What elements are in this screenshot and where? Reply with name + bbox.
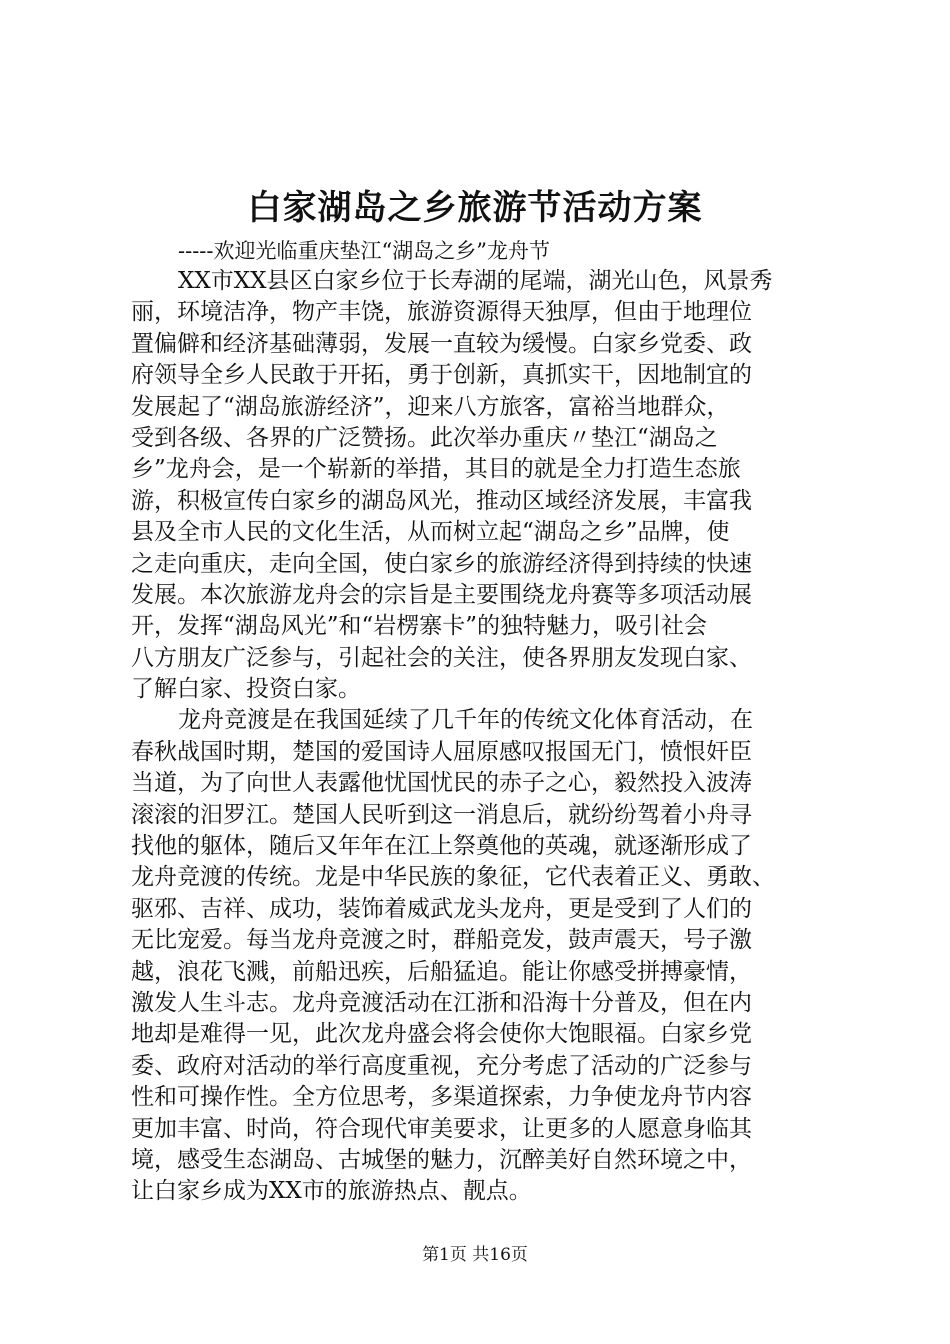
- paragraph-line: 置偏僻和经济基础薄弱，发展一直较为缓慢。白家乡党委、政: [131, 330, 752, 357]
- document-title: 白家湖岛之乡旅游节活动方案: [247, 188, 703, 228]
- paragraph-line: 地却是难得一见，此次龙舟盛会将会使你大饱眼福。白家乡党: [131, 1021, 752, 1048]
- paragraph-line: 无比宠爱。每当龙舟竞渡之时，群船竞发，鼓声震天，号子激: [131, 927, 752, 954]
- paragraph-line: 受到各级、各界的广泛赞扬。此次举办重庆〃垫江“湖岛之: [131, 424, 718, 451]
- document-body: [131, 266, 831, 1208]
- paragraph-line: 更加丰富、时尚，符合现代审美要求，让更多的人愿意身临其: [131, 1115, 752, 1142]
- paragraph-line: 龙舟竞渡是在我国延续了几千年的传统文化体育活动，在: [178, 707, 753, 734]
- paragraph-line: 春秋战国时期，楚国的爱国诗人屈原感叹报国无门，愤恨奸臣: [131, 738, 752, 765]
- paragraph-line: 激发人生斗志。龙舟竞渡活动在江浙和沿海十分普及，但在内: [131, 989, 752, 1016]
- page-number-footer: 第1页 共16页: [422, 1245, 528, 1265]
- paragraph-line: 县及全市人民的文化生活，从而树立起“湖岛之乡”品牌，使: [131, 519, 730, 546]
- paragraph-line: 开，发挥“湖岛风光”和“岩楞寨卡”的独特魅力，吸引社会: [131, 613, 708, 640]
- paragraph-2: [131, 705, 831, 1207]
- paragraph-line: 游，积极宣传白家乡的湖岛风光，推动区域经济发展，丰富我: [131, 487, 752, 514]
- paragraph-line: 乡”龙舟会，是一个崭新的举措，其目的就是全力打造生态旅: [131, 456, 741, 483]
- paragraph-line: 委、政府对活动的举行高度重视，充分考虑了活动的广泛参与: [131, 1052, 752, 1079]
- paragraph-line: 之走向重庆，走向全国，使白家乡的旅游经济得到持续的快速: [131, 550, 752, 577]
- paragraph-1: [131, 266, 831, 705]
- paragraph-line: 发展起了“湖岛旅游经济”，迎来八方旅客，富裕当地群众，: [131, 393, 730, 420]
- paragraph-line: 府领导全乡人民敢于开拓，勇于创新，真抓实干，因地制宜的: [131, 362, 752, 389]
- paragraph-line: 性和可操作性。全方位思考，多渠道探索，力争使龙舟节内容: [131, 1084, 752, 1111]
- paragraph-line: 龙舟竞渡的传统。龙是中华民族的象征，它代表着正义、勇敢、: [131, 864, 775, 891]
- paragraph-line: 了解白家、投资白家。: [131, 676, 361, 703]
- paragraph-line: 越，浪花飞溅，前船迅疾，后船猛追。能让你感受拼搏豪情，: [131, 958, 752, 985]
- document-subtitle: -----欢迎光临重庆垫江“湖岛之乡”龙舟节: [178, 239, 550, 263]
- paragraph-line: 当道，为了向世人表露他忧国忧民的赤子之心，毅然投入波涛: [131, 770, 752, 797]
- paragraph-line: 驱邪、吉祥、成功，装饰着威武龙头龙舟，更是受到了人们的: [131, 895, 752, 922]
- paragraph-line: 让白家乡成为XX市的旅游热点、靓点。: [131, 1178, 532, 1205]
- paragraph-line: 丽，环境洁净，物产丰饶，旅游资源得天独厚，但由于地理位: [131, 299, 752, 326]
- paragraph-line: 境，感受生态湖岛、古城堡的魅力，沉醉美好自然环境之中，: [131, 1146, 752, 1173]
- paragraph-line: 滚滚的汨罗江。楚国人民听到这一消息后，就纷纷驾着小舟寻: [131, 801, 752, 828]
- paragraph-line: 发展。本次旅游龙舟会的宗旨是主要围绕龙舟赛等多项活动展: [131, 581, 752, 608]
- paragraph-line: 找他的躯体，随后又年年在江上祭奠他的英魂，就逐渐形成了: [131, 833, 752, 860]
- paragraph-line: 八方朋友广泛参与，引起社会的关注，使各界朋友发现白家、: [131, 644, 752, 671]
- paragraph-line: XX市XX县区白家乡位于长寿湖的尾端，湖光山色，风景秀: [178, 268, 773, 294]
